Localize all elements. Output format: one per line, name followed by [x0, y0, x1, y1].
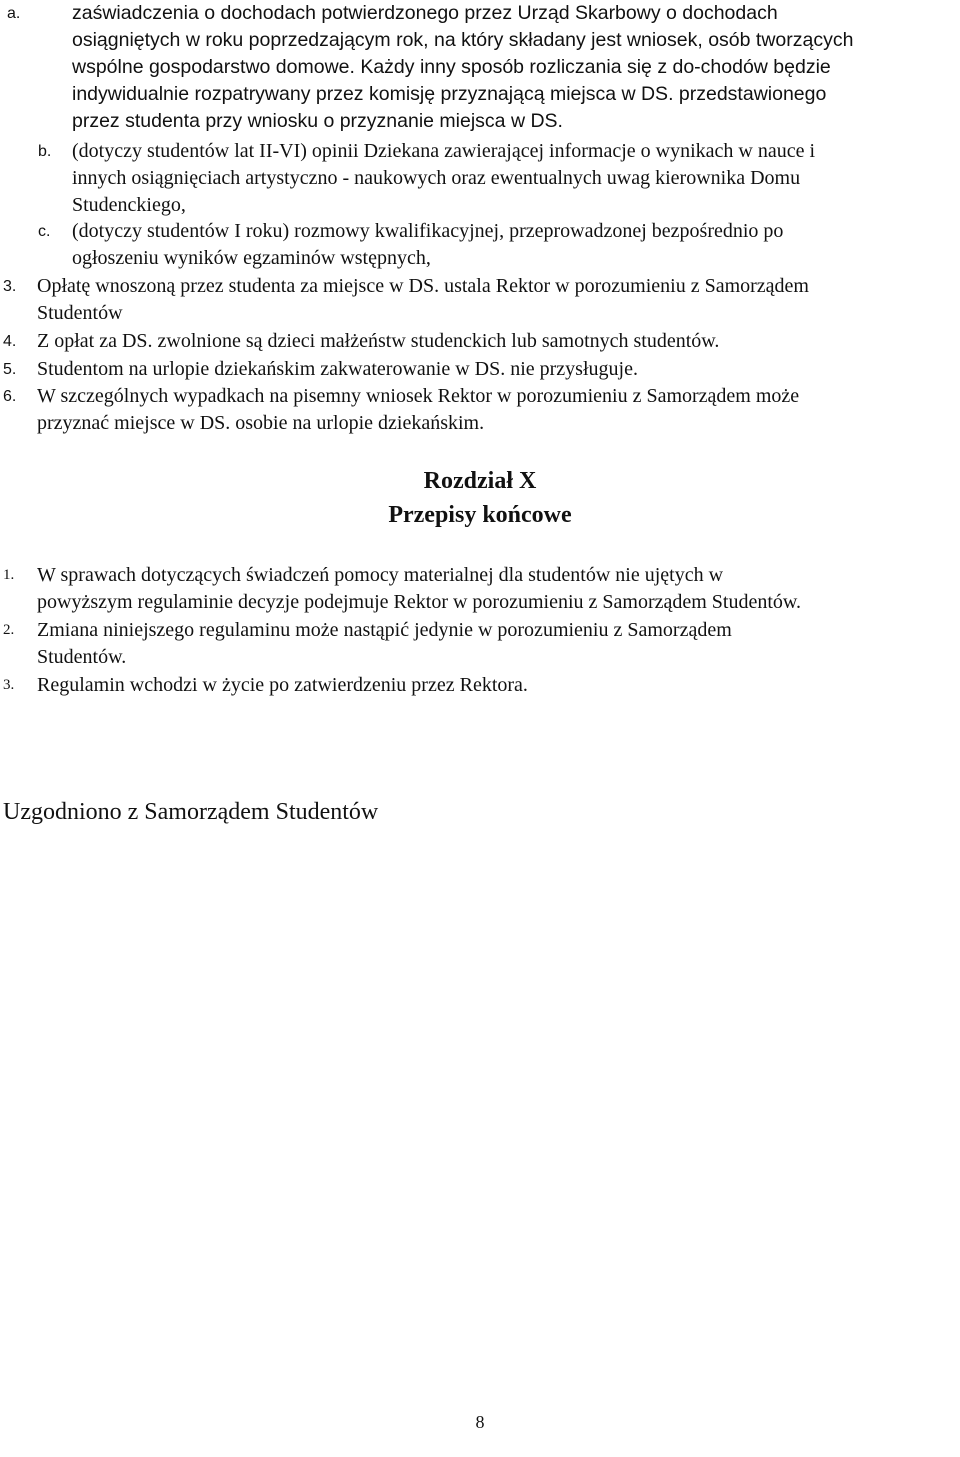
- text-line: Zmiana niniejszego regulaminu może nastąpić jedynie w porozumieniu z Samorządem: [37, 619, 732, 641]
- text-line: (dotyczy studentów lat II-VI) opinii Dziekana zawierającej informacje o wynikach w nauce i: [72, 140, 816, 162]
- text-line: Regulamin wchodzi w życie po zatwierdzeniu przez Rektora.: [37, 674, 528, 696]
- page-number: 8: [475, 1412, 485, 1432]
- list-marker: c.: [38, 223, 51, 240]
- list-marker: 3.: [3, 278, 17, 295]
- text-line: innych osiągnięciach artystyczno - naukowych oraz ewentualnych uwag kierownika Domu: [72, 167, 801, 189]
- text-line: Studenckiego,: [72, 194, 186, 216]
- list-marker: a.: [7, 5, 21, 22]
- text-line: W szczególnych wypadkach na pisemny wniosek Rektor w porozumieniu z Samorządem może: [37, 385, 800, 407]
- text-line: powyższym regulaminie decyzje podejmuje Rektor w porozumieniu z Samorządem Studentów.: [37, 591, 802, 613]
- text-line: przez studenta przy wniosku o przyznanie miejsca w DS.: [72, 110, 563, 132]
- text-line: Studentów: [37, 302, 123, 324]
- list-marker: 1.: [3, 567, 15, 583]
- agreement-note: Uzgodniono z Samorządem Studentów: [3, 799, 379, 825]
- chapter-title: Przepisy końcowe: [388, 502, 572, 528]
- text-line: Opłatę wnoszoną przez studenta za miejsce w DS. ustala Rektor w porozumieniu z Samorządem: [37, 275, 809, 297]
- text-line: Studentów.: [37, 646, 127, 668]
- text-line: W sprawach dotyczących świadczeń pomocy materialnej dla studentów nie ujętych w: [37, 564, 724, 586]
- list-marker: 3.: [3, 677, 15, 693]
- text-line: wspólne gospodarstwo domowe. Każdy inny sposób rozliczania się z do-chodów będzie: [72, 56, 831, 78]
- text-line: ogłoszeniu wyników egzaminów wstępnych,: [72, 247, 431, 269]
- text-line: (dotyczy studentów I roku) rozmowy kwalifikacyjnej, przeprowadzonej bezpośrednio po: [72, 220, 784, 242]
- text-line: zaświadczenia o dochodach potwierdzonego przez Urząd Skarbowy o dochodach: [72, 2, 778, 24]
- list-marker: 4.: [3, 333, 17, 350]
- list-marker: 6.: [3, 388, 17, 405]
- text-line: osiągniętych w roku poprzedzającym rok, na który składany jest wniosek, osób tworzących: [72, 29, 854, 51]
- list-marker: 5.: [3, 361, 17, 378]
- text-line: Z opłat za DS. zwolnione są dzieci małżeństw studenckich lub samotnych studentów.: [37, 330, 720, 352]
- list-marker: b.: [38, 143, 52, 160]
- chapter-number: Rozdział X: [423, 468, 537, 494]
- list-marker: 2.: [3, 622, 15, 638]
- text-line: indywidualnie rozpatrywany przez komisję przyznającą miejsca w DS. przedstawionego: [72, 83, 827, 105]
- text-line: Studentom na urlopie dziekańskim zakwaterowanie w DS. nie przysługuje.: [37, 358, 638, 380]
- text-line: przyznać miejsce w DS. osobie na urlopie dziekańskim.: [37, 412, 485, 434]
